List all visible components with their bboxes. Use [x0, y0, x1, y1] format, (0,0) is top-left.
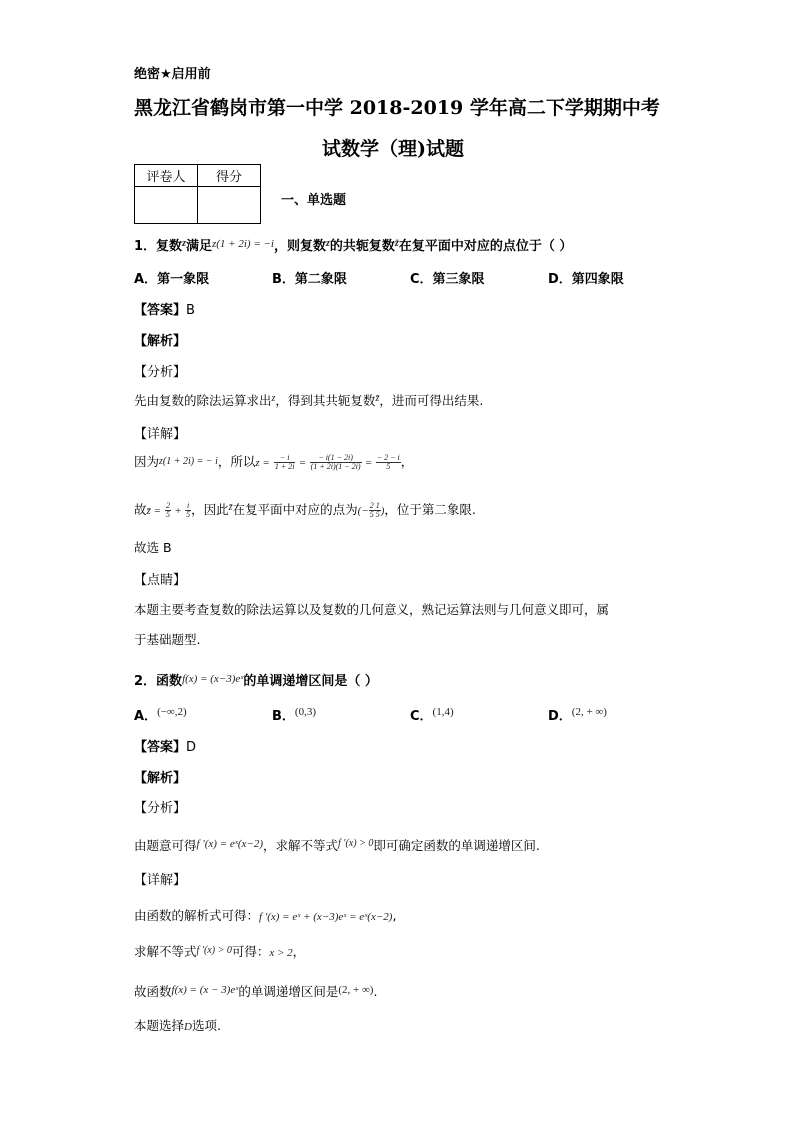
page-title-line1: 黑龙江省鹤岗市第一中学 2018-2019 学年高二下学期期中考 — [134, 97, 660, 119]
q1-fraction-3-den: 5 — [386, 462, 391, 471]
q2-option-b-label: B． — [272, 709, 295, 724]
q1-d2-text-2: ，因此 — [191, 502, 229, 517]
q1-option-d-text: 第四象限 — [571, 272, 624, 287]
q2-fenxi-text-2: ，求解不等式 — [262, 838, 338, 853]
q1-d2-text-4: ，位于第二象限. — [384, 502, 476, 517]
q2-detail-line2 — [134, 942, 305, 960]
score-table-header-grader: 评卷人 — [135, 165, 198, 187]
q1-text-2: 满足 — [185, 239, 212, 254]
section-title: 一、单选题 — [281, 193, 347, 208]
q2-d4-text-1: 本题选择 — [134, 1018, 185, 1033]
q1-fenxi — [134, 391, 483, 409]
q1-fraction-5-num: i — [187, 501, 190, 510]
q2-fenxi-math-2: f ′(x) > 0 — [338, 838, 374, 849]
q1-text-3: ，则复数 — [273, 239, 326, 254]
q2-detail-line3 — [134, 982, 377, 1000]
q1-text-1: 复数 — [156, 239, 183, 254]
q1-answer-value: B — [186, 303, 195, 318]
q1-var-z2: z — [326, 238, 330, 249]
q1-var-z: z — [182, 238, 186, 249]
q2-d2-text-1: 求解不等式 — [134, 944, 197, 959]
q1-d2-math-zbar: z̄ = — [146, 505, 161, 517]
q2-d4-text-2: 选项. — [191, 1018, 221, 1033]
q1-fraction-4-den: 5 — [165, 510, 170, 519]
q2-text-1: 函数 — [156, 674, 183, 689]
q1-d1-math-z: z = — [255, 457, 270, 469]
q1-fenxi-text-1: 先由复数的除法运算求出 — [134, 393, 272, 408]
q2-d3-math-2: (2, + ∞) — [338, 984, 374, 996]
q1-point-fraction-den: 5 5 — [369, 510, 380, 519]
q1-fraction-3 — [376, 454, 401, 471]
q1-fraction-4 — [165, 502, 171, 519]
q1-d1-text-2: ，所以 — [217, 454, 256, 469]
q1-d1-text-1: 因为 — [134, 454, 160, 469]
q1-fraction-3-num: − 2 − i — [376, 453, 400, 462]
q2-d2-text-2: 可得： — [231, 944, 270, 959]
secret-label: 绝密★启用前 — [134, 67, 211, 82]
q2-option-c — [410, 705, 454, 724]
q2-option-c-label: C． — [410, 709, 433, 724]
q1-fraction-5-den: 5 — [186, 510, 191, 519]
q1-option-c-label: C． — [410, 272, 433, 287]
q2-d1-text-2: , — [392, 908, 397, 923]
q2-fenxi-text-3: 即可确定函数的单调递增区间. — [373, 838, 540, 853]
q2-option-d-text: (2, + ∞) — [571, 706, 607, 718]
q1-analysis-label: 【解析】 — [134, 334, 187, 349]
q2-option-a-label: A． — [134, 709, 158, 724]
q2-option-d — [548, 705, 607, 724]
q1-option-c-text: 第三象限 — [432, 272, 485, 287]
q1-comment-line2: 于基础题型. — [134, 632, 201, 647]
q2-d2-text-3: ， — [292, 944, 306, 959]
q2-d3-text-3: . — [373, 984, 378, 999]
q2-d3-text-1: 故函数 — [134, 984, 172, 999]
q2-d3-math-1: f(x) = (x − 3)eˣ — [171, 984, 239, 996]
q1-comment-label: 【点睛】 — [134, 573, 187, 588]
q1-option-a — [134, 268, 209, 287]
q1-condition: z(1 + 2i) = −i — [211, 238, 274, 250]
q1-text-4: 的共轭复数 — [329, 239, 395, 254]
q1-answer — [134, 299, 195, 318]
q2-option-a — [134, 705, 187, 724]
q1-point-close: ) — [380, 505, 385, 517]
q1-equals-1: = — [299, 457, 306, 469]
q1-detail-line2 — [134, 500, 476, 519]
q1-point-open: (− — [357, 505, 369, 517]
q1-var-zbar: z̄ — [394, 238, 399, 249]
q1-fraction-1-num: − i — [274, 454, 296, 463]
q1-option-d — [548, 268, 624, 287]
q1-point-fraction — [369, 502, 381, 519]
q1-d2-text-3: 在复平面中对应的点为 — [232, 502, 358, 517]
q2-answer — [134, 736, 196, 755]
q2-answer-value: D — [186, 740, 197, 755]
q2-d2-math-2: x > 2 — [269, 947, 293, 959]
q1-option-a-label: A． — [134, 272, 158, 287]
score-table-cell-score — [198, 187, 261, 224]
q1-fenxi-var-zbar: z̄ — [375, 393, 380, 404]
q1-option-c — [410, 268, 485, 287]
q2-option-d-label: D． — [548, 709, 572, 724]
q1-detail-line1 — [134, 452, 413, 471]
q2-detail-label: 【详解】 — [134, 873, 187, 888]
q2-d1-math: f ′(x) = eˣ + (x−3)eˣ = eˣ(x−2) — [259, 911, 393, 923]
q2-d1-text-1: 由函数的解析式可得： — [134, 908, 260, 923]
q2-option-b-text: (0,3) — [294, 706, 316, 718]
q1-conclusion: 故选 B — [134, 540, 172, 555]
q2-fenxi — [134, 836, 540, 854]
q1-option-b-label: B． — [272, 272, 295, 287]
q1-fraction-2-num: − i(1 − 2i) — [310, 454, 362, 463]
q1-answer-label: 【答案】 — [134, 303, 187, 318]
q1-fraction-2-den: (1 + 2i)(1 − 2i) — [310, 462, 361, 471]
q2-option-b — [272, 705, 316, 724]
q1-detail-label: 【详解】 — [134, 427, 187, 442]
q1-d1-text-3: ， — [400, 454, 414, 469]
q1-fraction-4-num: 2 — [165, 501, 170, 510]
q1-fraction-1-den: 1 + 2i — [274, 462, 295, 471]
q1-d2-text-1: 故 — [134, 502, 147, 517]
q1-option-b-text: 第二象限 — [294, 272, 347, 287]
q2-stem — [134, 670, 378, 689]
q1-fenxi-var-z: z — [271, 393, 276, 404]
page-title-line2: 试数学（理)试题 — [322, 138, 464, 160]
q1-stem — [134, 235, 572, 254]
q2-d2-math-1: f ′(x) > 0 — [196, 945, 232, 956]
q2-function: f(x) = (x−3)eˣ — [182, 673, 244, 685]
q1-option-b — [272, 268, 347, 287]
q1-number: 1． — [134, 239, 157, 254]
q1-d2-var-zbar: z̄ — [228, 502, 233, 513]
q1-plus: + — [174, 505, 182, 517]
q1-equals-2: = — [365, 457, 372, 469]
q2-number: 2． — [134, 674, 157, 689]
q1-option-d-label: D． — [548, 272, 572, 287]
q1-fenxi-text-3: ，进而可得出结果. — [379, 393, 484, 408]
q1-d1-math-1: z(1 + 2i) = − i — [159, 456, 218, 467]
q2-option-a-text: (−∞,2) — [157, 706, 187, 718]
q1-fenxi-label: 【分析】 — [134, 365, 187, 380]
q1-text-5: 在复平面中对应的点位于（ ） — [398, 239, 573, 254]
q2-text-2: 的单调递增区间是（ ） — [243, 674, 378, 689]
q2-detail-line4 — [134, 1016, 221, 1034]
q2-fenxi-text-1: 由题意可得 — [134, 838, 197, 853]
score-table — [134, 164, 261, 224]
q2-d4-math: D — [184, 1021, 192, 1033]
q1-comment-line1: 本题主要考查复数的除法运算以及复数的几何意义，熟记运算法则与几何意义即可，属 — [134, 602, 610, 617]
q1-option-a-text: 第一象限 — [157, 272, 210, 287]
q1-point-fraction-num: 2 1 — [369, 501, 380, 510]
q2-detail-line1 — [134, 906, 396, 924]
score-table-cell-grader — [135, 187, 198, 224]
q2-d3-text-2: 的单调递增区间是 — [238, 984, 339, 999]
q1-fraction-2 — [310, 454, 362, 471]
score-table-header-score: 得分 — [198, 165, 261, 187]
q2-option-c-text: (1,4) — [432, 706, 454, 718]
q1-fraction-1 — [274, 454, 296, 471]
q2-fenxi-label: 【分析】 — [134, 801, 187, 816]
q2-answer-label: 【答案】 — [134, 740, 187, 755]
q1-fenxi-text-2: ，得到其共轭复数 — [275, 393, 376, 408]
q2-fenxi-math-1: f ′(x) = eˣ(x−2) — [196, 838, 263, 850]
q2-analysis-label: 【解析】 — [134, 771, 187, 786]
